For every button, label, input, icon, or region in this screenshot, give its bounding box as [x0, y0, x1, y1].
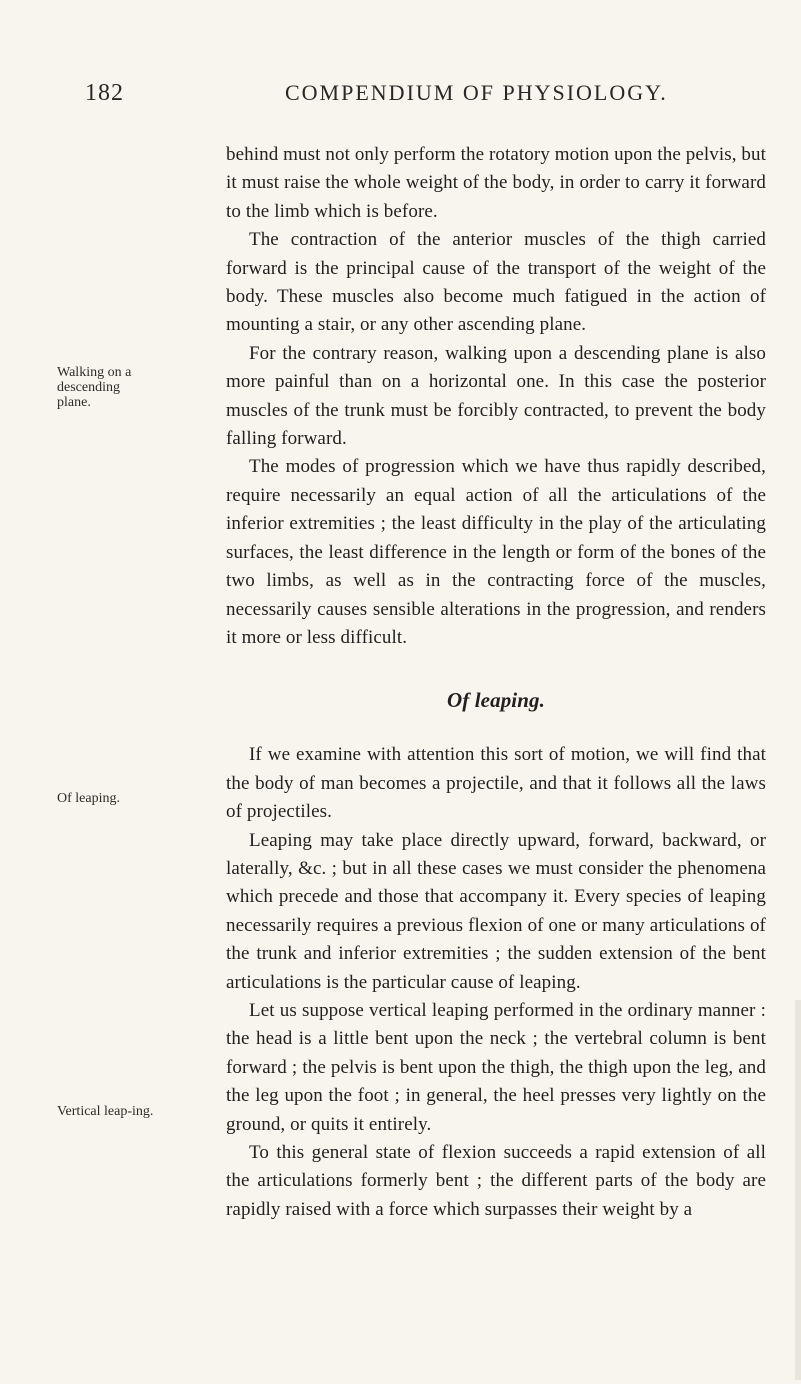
side-note-leaping: Of leaping. — [57, 791, 120, 806]
side-note-walking: Walking on a descending plane. — [57, 365, 132, 410]
paragraph: behind must not only perform the rotatory motion upon the pelvis, but it must raise the whole weight of the body, in order to carry it forward to the limb which is before. — [226, 144, 766, 222]
page-header — [0, 80, 801, 120]
paragraph: For the contrary reason, walking upon a descending plane is also more painful than on a horizontal one. In this case the posterior muscles of the trunk must be forcibly contracted, to prevent the body falling forward. — [226, 342, 766, 450]
paragraph: The modes of progression which we have thus rapidly described, require necessarily an equal action of all the articulations of the inferior extremities ; the least difficulty in the play of the articulating surfaces, the least difference in the length or form of the bones of the two limbs, as well as in the contracting force of the muscles, necessarily causes sensible alterations in the progression, and renders it more or less difficult. — [226, 456, 766, 648]
paragraph: If we examine with attention this sort of motion, we will find that the body of man becomes a projectile, and that it follows all the laws of projectiles. — [226, 744, 766, 823]
body-text — [226, 141, 766, 1224]
section-heading: Of leaping. — [447, 688, 545, 713]
paragraph: Let us suppose vertical leaping performed in the ordinary manner : the head is a little bent upon the neck ; the vertebral column is bent forward ; the pelvis is bent upon the thigh, the thigh upon the leg, and the leg upon the foot ; in general, the heel presses very lightly on the ground, or quits it entirely. — [226, 999, 766, 1135]
paragraph: Leaping may take place directly upward, forward, backward, or laterally, &c. ; but in all these cases we must consider the phenomena which precede and those that accompany it. Every species of leaping necessarily requires a previous flexion of one or many articulations of the trunk and inferior extremities ; the sudden extension of the bent articulations is the particular cause of leaping. — [226, 829, 766, 993]
page-number: 182 — [85, 80, 124, 106]
paragraph: The contraction of the anterior muscles of the thigh carried forward is the principal cause of the transport of the weight of the body. These muscles also become much fatigued in the action of mounting a stair, or any other ascending plane. — [226, 229, 766, 336]
paragraph: To this general state of flexion succeeds a rapid extension of all the articulations formerly bent ; the different parts of the body are rapidly raised with a force which surpasses their weight by a — [226, 1142, 766, 1220]
running-head: COMPENDIUM OF PHYSIOLOGY. — [285, 80, 668, 105]
page-edge-shadow — [795, 1000, 801, 1380]
side-note-vertical-leaping: Vertical leap-ing. — [57, 1104, 154, 1119]
